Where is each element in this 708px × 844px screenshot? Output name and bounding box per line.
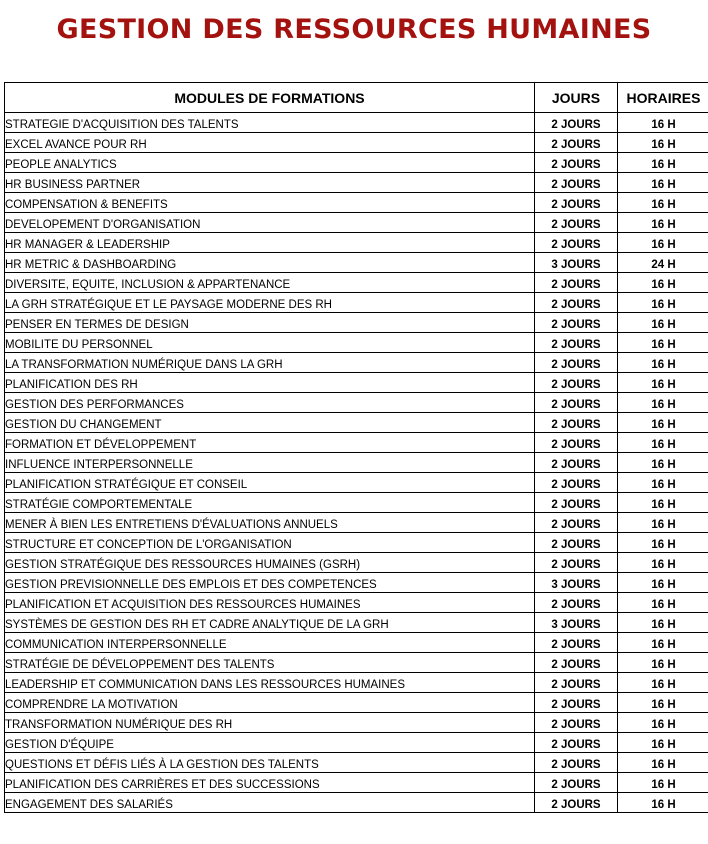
table-row [5, 433, 708, 453]
table-row [5, 273, 708, 293]
days-cell: 2 JOURS [535, 273, 618, 293]
hours-cell: 16 H [618, 753, 708, 773]
module-name-cell: SYSTÈMES DE GESTION DES RH ET CADRE ANALYTIQUE DE LA GRH [5, 613, 535, 633]
days-cell: 2 JOURS [535, 693, 618, 713]
days-cell: 2 JOURS [535, 713, 618, 733]
table-row [5, 613, 708, 633]
table-row [5, 153, 708, 173]
module-name-cell: STRUCTURE ET CONCEPTION DE L'ORGANISATION [5, 533, 535, 553]
table-row [5, 673, 708, 693]
days-cell: 2 JOURS [535, 533, 618, 553]
module-name-cell: COMPRENDRE LA MOTIVATION [5, 693, 535, 713]
hours-cell: 16 H [618, 613, 708, 633]
table-row [5, 133, 708, 153]
hours-cell: 16 H [618, 133, 708, 153]
days-cell: 3 JOURS [535, 253, 618, 273]
hours-cell: 16 H [618, 373, 708, 393]
hours-cell: 16 H [618, 393, 708, 413]
hours-cell: 16 H [618, 733, 708, 753]
hours-cell: 16 H [618, 793, 708, 813]
days-cell: 2 JOURS [535, 293, 618, 313]
hours-cell: 16 H [618, 593, 708, 613]
module-name-cell: HR MANAGER & LEADERSHIP [5, 233, 535, 253]
days-cell: 2 JOURS [535, 433, 618, 453]
table-row [5, 353, 708, 373]
hours-cell: 16 H [618, 713, 708, 733]
table-row [5, 113, 708, 133]
hours-cell: 16 H [618, 153, 708, 173]
days-cell: 2 JOURS [535, 373, 618, 393]
days-cell: 2 JOURS [535, 753, 618, 773]
module-name-cell: EXCEL AVANCE POUR RH [5, 133, 535, 153]
hours-cell: 16 H [618, 473, 708, 493]
page-title: GESTION DES RESSOURCES HUMAINES [56, 14, 652, 45]
days-cell: 2 JOURS [535, 173, 618, 193]
module-name-cell: LEADERSHIP ET COMMUNICATION DANS LES RESSOURCES HUMAINES [5, 673, 535, 693]
days-cell: 2 JOURS [535, 413, 618, 433]
header-hours: HORAIRES [618, 83, 708, 113]
hours-cell: 16 H [618, 533, 708, 553]
module-name-cell: COMMUNICATION INTERPERSONNELLE [5, 633, 535, 653]
days-cell: 2 JOURS [535, 453, 618, 473]
hours-cell: 16 H [618, 113, 708, 133]
training-modules-table [4, 82, 708, 813]
table-row [5, 793, 708, 813]
module-name-cell: DIVERSITE, EQUITE, INCLUSION & APPARTENANCE [5, 273, 535, 293]
hours-cell: 24 H [618, 253, 708, 273]
hours-cell: 16 H [618, 313, 708, 333]
hours-cell: 16 H [618, 433, 708, 453]
table-row [5, 473, 708, 493]
days-cell: 2 JOURS [535, 553, 618, 573]
hours-cell: 16 H [618, 213, 708, 233]
hours-cell: 16 H [618, 173, 708, 193]
hours-cell: 16 H [618, 493, 708, 513]
table-row [5, 513, 708, 533]
table-row [5, 633, 708, 653]
days-cell: 2 JOURS [535, 733, 618, 753]
module-name-cell: STRATÉGIE DE DÉVELOPPEMENT DES TALENTS [5, 653, 535, 673]
table-row [5, 693, 708, 713]
module-name-cell: GESTION STRATÉGIQUE DES RESSOURCES HUMAINES (GSRH) [5, 553, 535, 573]
days-cell: 2 JOURS [535, 313, 618, 333]
module-name-cell: STRATÉGIE COMPORTEMENTALE [5, 493, 535, 513]
hours-cell: 16 H [618, 333, 708, 353]
module-name-cell: PLANIFICATION STRATÉGIQUE ET CONSEIL [5, 473, 535, 493]
days-cell: 2 JOURS [535, 653, 618, 673]
table-row [5, 333, 708, 353]
module-name-cell: GESTION DES PERFORMANCES [5, 393, 535, 413]
table-row [5, 533, 708, 553]
table-row [5, 373, 708, 393]
module-name-cell: INFLUENCE INTERPERSONNELLE [5, 453, 535, 473]
hours-cell: 16 H [618, 513, 708, 533]
module-name-cell: FORMATION ET DÉVELOPPEMENT [5, 433, 535, 453]
days-cell: 2 JOURS [535, 773, 618, 793]
table-row [5, 393, 708, 413]
days-cell: 2 JOURS [535, 133, 618, 153]
hours-cell: 16 H [618, 553, 708, 573]
days-cell: 2 JOURS [535, 393, 618, 413]
days-cell: 2 JOURS [535, 593, 618, 613]
days-cell: 2 JOURS [535, 353, 618, 373]
table-row [5, 573, 708, 593]
table-row [5, 193, 708, 213]
hours-cell: 16 H [618, 193, 708, 213]
module-name-cell: COMPENSATION & BENEFITS [5, 193, 535, 213]
days-cell: 2 JOURS [535, 213, 618, 233]
module-name-cell: GESTION DU CHANGEMENT [5, 413, 535, 433]
days-cell: 2 JOURS [535, 513, 618, 533]
module-name-cell: ENGAGEMENT DES SALARIÉS [5, 793, 535, 813]
module-name-cell: GESTION PREVISIONNELLE DES EMPLOIS ET DES COMPETENCES [5, 573, 535, 593]
table-row [5, 773, 708, 793]
hours-cell: 16 H [618, 353, 708, 373]
table-row [5, 293, 708, 313]
table-row [5, 413, 708, 433]
days-cell: 2 JOURS [535, 473, 618, 493]
hours-cell: 16 H [618, 293, 708, 313]
module-name-cell: HR METRIC & DASHBOARDING [5, 253, 535, 273]
module-name-cell: GESTION D'ÉQUIPE [5, 733, 535, 753]
hours-cell: 16 H [618, 233, 708, 253]
table-row [5, 213, 708, 233]
table-row [5, 753, 708, 773]
module-name-cell: PLANIFICATION ET ACQUISITION DES RESSOURCES HUMAINES [5, 593, 535, 613]
module-name-cell: PEOPLE ANALYTICS [5, 153, 535, 173]
days-cell: 2 JOURS [535, 633, 618, 653]
module-name-cell: QUESTIONS ET DÉFIS LIÉS À LA GESTION DES TALENTS [5, 753, 535, 773]
table-row [5, 593, 708, 613]
module-name-cell: LA GRH STRATÉGIQUE ET LE PAYSAGE MODERNE DES RH [5, 293, 535, 313]
days-cell: 2 JOURS [535, 193, 618, 213]
table-row [5, 713, 708, 733]
module-name-cell: PLANIFICATION DES RH [5, 373, 535, 393]
days-cell: 3 JOURS [535, 613, 618, 633]
hours-cell: 16 H [618, 413, 708, 433]
table-row [5, 453, 708, 473]
hours-cell: 16 H [618, 773, 708, 793]
table-row [5, 253, 708, 273]
table-row [5, 233, 708, 253]
table-body [5, 113, 708, 813]
module-name-cell: HR BUSINESS PARTNER [5, 173, 535, 193]
days-cell: 2 JOURS [535, 673, 618, 693]
module-name-cell: DEVELOPEMENT D'ORGANISATION [5, 213, 535, 233]
table-row [5, 553, 708, 573]
module-name-cell: MENER À BIEN LES ENTRETIENS D'ÉVALUATIONS ANNUELS [5, 513, 535, 533]
table-row [5, 733, 708, 753]
module-name-cell: LA TRANSFORMATION NUMÉRIQUE DANS LA GRH [5, 353, 535, 373]
days-cell: 2 JOURS [535, 493, 618, 513]
hours-cell: 16 H [618, 673, 708, 693]
days-cell: 2 JOURS [535, 233, 618, 253]
days-cell: 2 JOURS [535, 153, 618, 173]
hours-cell: 16 H [618, 573, 708, 593]
days-cell: 2 JOURS [535, 333, 618, 353]
header-modules: MODULES DE FORMATIONS [5, 83, 535, 113]
hours-cell: 16 H [618, 453, 708, 473]
module-name-cell: MOBILITE DU PERSONNEL [5, 333, 535, 353]
module-name-cell: TRANSFORMATION NUMÉRIQUE DES RH [5, 713, 535, 733]
days-cell: 2 JOURS [535, 793, 618, 813]
table-row [5, 173, 708, 193]
table-row [5, 313, 708, 333]
module-name-cell: PLANIFICATION DES CARRIÈRES ET DES SUCCESSIONS [5, 773, 535, 793]
table-row [5, 653, 708, 673]
table-row [5, 493, 708, 513]
table-header-row [5, 83, 708, 113]
header-days: JOURS [535, 83, 618, 113]
hours-cell: 16 H [618, 633, 708, 653]
days-cell: 3 JOURS [535, 573, 618, 593]
days-cell: 2 JOURS [535, 113, 618, 133]
hours-cell: 16 H [618, 273, 708, 293]
module-name-cell: PENSER EN TERMES DE DESIGN [5, 313, 535, 333]
hours-cell: 16 H [618, 653, 708, 673]
module-name-cell: STRATEGIE D'ACQUISITION DES TALENTS [5, 113, 535, 133]
hours-cell: 16 H [618, 693, 708, 713]
